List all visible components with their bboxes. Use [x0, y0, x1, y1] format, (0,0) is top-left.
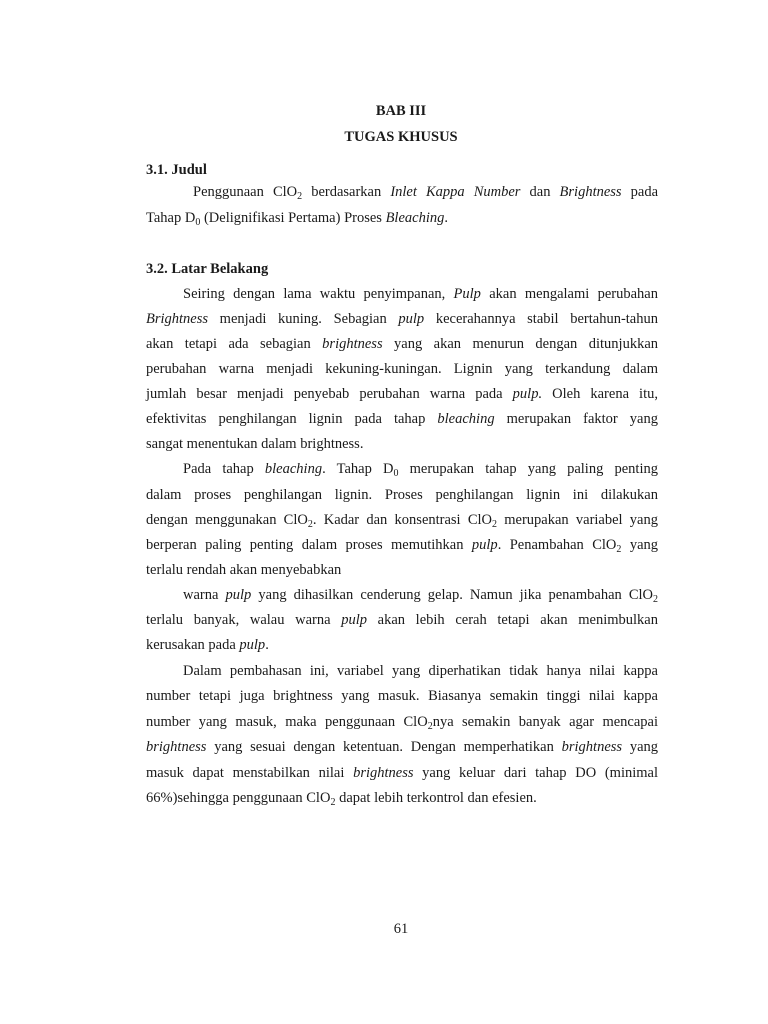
- section-heading-latar-belakang: 3.2. Latar Belakang: [146, 261, 269, 277]
- text-line: terlalu banyak, walau warna pulp akan lebih cerah tetapi akan menimbulkan: [146, 612, 658, 628]
- text-line: dalam proses penghilangan lignin. Proses penghilangan lignin ini dilakukan: [146, 487, 658, 503]
- text-line: Tahap $D_0$ (Delignifikasi Pertama) Proses Bleaching.: [146, 210, 448, 228]
- section-heading-judul: 3.1. Judul: [146, 162, 207, 178]
- text-line: Pada tahap bleaching. Tahap $D_0$ merupakan tahap yang paling penting: [183, 461, 658, 479]
- text-line: berperan paling penting dalam proses memutihkan pulp. Penambahan ClO$_2$ yang: [146, 537, 659, 555]
- text-line: 66%)sehingga penggunaan ClO$_2$ dapat lebih terkontrol dan efesien.: [146, 790, 537, 808]
- text-line: masuk dapat menstabilkan nilai brightness yang keluar dari tahap DO (minimal: [146, 765, 659, 781]
- text-line: sangat menentukan dalam brightness.: [146, 436, 364, 452]
- text-line: Dalam pembahasan ini, variabel yang diperhatikan tidak hanya nilai kappa: [183, 663, 658, 679]
- chapter-title: TUGAS KHUSUS: [344, 129, 458, 145]
- text-line: Brightness menjadi kuning. Sebagian pulp kecerahannya stabil bertahun-tahun: [146, 311, 658, 327]
- text-line: Seiring dengan lama waktu penyimpanan, Pulp akan mengalami perubahan: [183, 286, 658, 302]
- text-line: terlalu rendah akan menyebabkan: [146, 562, 342, 578]
- text-line: warna pulp yang dihasilkan cenderung gelap. Namun jika penambahan ClO$_2$: [183, 587, 659, 605]
- text-line: brightness yang sesuai dengan ketentuan. Dengan memperhatikan brightness yang: [146, 739, 659, 755]
- text-line: akan tetapi ada sebagian brightness yang akan menurun dengan ditunjukkan: [146, 336, 658, 352]
- text-line: perubahan warna menjadi kekuning-kuningan. Lignin yang terkandung dalam: [146, 361, 658, 377]
- text-line: jumlah besar menjadi penyebab perubahan warna pada pulp. Oleh karena itu,: [146, 386, 658, 402]
- text-line: number yang masuk, maka penggunaan ClO$_2$nya semakin banyak agar mencapai: [146, 714, 658, 732]
- text-line: number tetapi juga brightness yang masuk. Biasanya semakin tinggi nilai kappa: [146, 688, 658, 704]
- text-line: kerusakan pada pulp.: [146, 637, 269, 653]
- text-line: Penggunaan ClO$_2$ berdasarkan Inlet Kappa Number dan Brightness pada: [193, 184, 659, 202]
- text-line: efektivitas penghilangan lignin pada tahap bleaching merupakan faktor yang: [146, 411, 658, 427]
- page-number: 61: [393, 921, 409, 937]
- text-line: dengan menggunakan ClO$_2$. Kadar dan konsentrasi ClO$_2$ merupakan variabel yang: [146, 512, 658, 530]
- chapter-number: BAB III: [375, 103, 427, 119]
